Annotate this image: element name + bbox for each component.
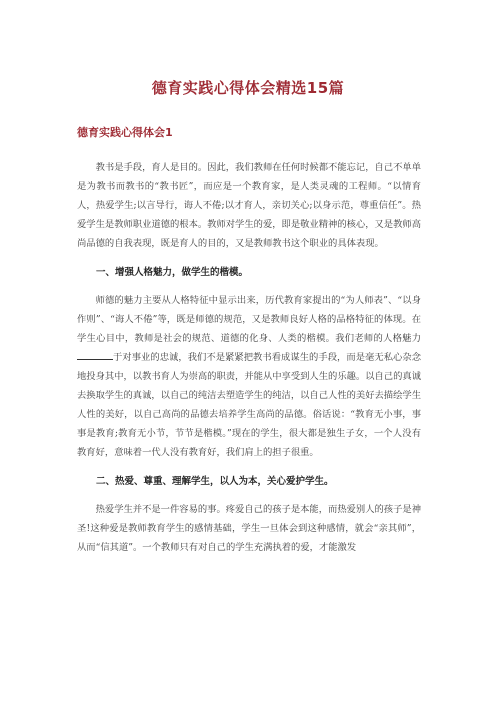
paragraph-love-students: 热爱学生并不是一件容易的事。疼爱自己的孩子是本能，而热爱别人的孩子是神圣!这种爱是教师教育学生的感情基础，学生一旦体会到这种感情，就会“亲其师”，从而“信其道”。一个教师只有对自己的学生充满执着的爱，才能激发 — [77, 504, 421, 553]
section-heading: 德育实践心得体会1 — [77, 126, 173, 139]
paragraph-intro: 教书是手段，育人是目的。因此，我们教师在任何时候都不能忘记，自己不单单是为教书而教书的“教书匠”，而应是一个教育家，是人类灵魂的工程师。“以情育人，热爱学生;以言导行，诲人不倦;以才育人，亲切关心;以身示范，尊重信任”。热爱学生是教师职业道德的根本。教师对学生的爱，即是敬业精神的核心，又是教师高尚品德的自我表现，既是育人的目的，又是教师教书这个职业的具体表现。 — [77, 162, 421, 249]
fill-in-blank — [77, 349, 113, 360]
document-body — [77, 158, 421, 557]
paragraph-personality — [77, 291, 421, 462]
subheading-2: 二、热爱、尊重、理解学生，以人为本，关心爱护学生。 — [96, 476, 334, 487]
paragraph-personality-part2: 于对事业的忠诚，我们不是紧紧把教书看成谋生的手段，而是毫无私心杂念地投身其中，以教书育人为崇高的职责，并能从中享受到人生的乐趣。以自己的真诚去换取学生的真诚，以自己的纯洁去塑造学生的纯洁，以自己人性的美好去描绘学生人性的美好，以自己高尚的品德去培养学生高尚的品德。俗话说：“教育无小事，事事是教育;教育无小节，节节是楷模。”现在的学生，很大都是独生子女，一个人没有教育好，意味着一代人没有教育好，我们肩上的担子很重。 — [77, 352, 421, 458]
paragraph-personality-part1: 师德的魅力主要从人格特征中显示出来，历代教育家提出的“为人师表”、“以身作则”、“诲人不倦”等，既是师德的规范，又是教师良好人格的品格特征的体现。在学生心目中，教师是社会的规范、道德的化身、人类的楷模。我们老师的人格魅力 — [77, 295, 421, 344]
subheading-1: 一、增强人格魅力，做学生的楷模。 — [96, 267, 249, 278]
document-title: 德育实践心得体会精选15篇 — [151, 79, 345, 97]
